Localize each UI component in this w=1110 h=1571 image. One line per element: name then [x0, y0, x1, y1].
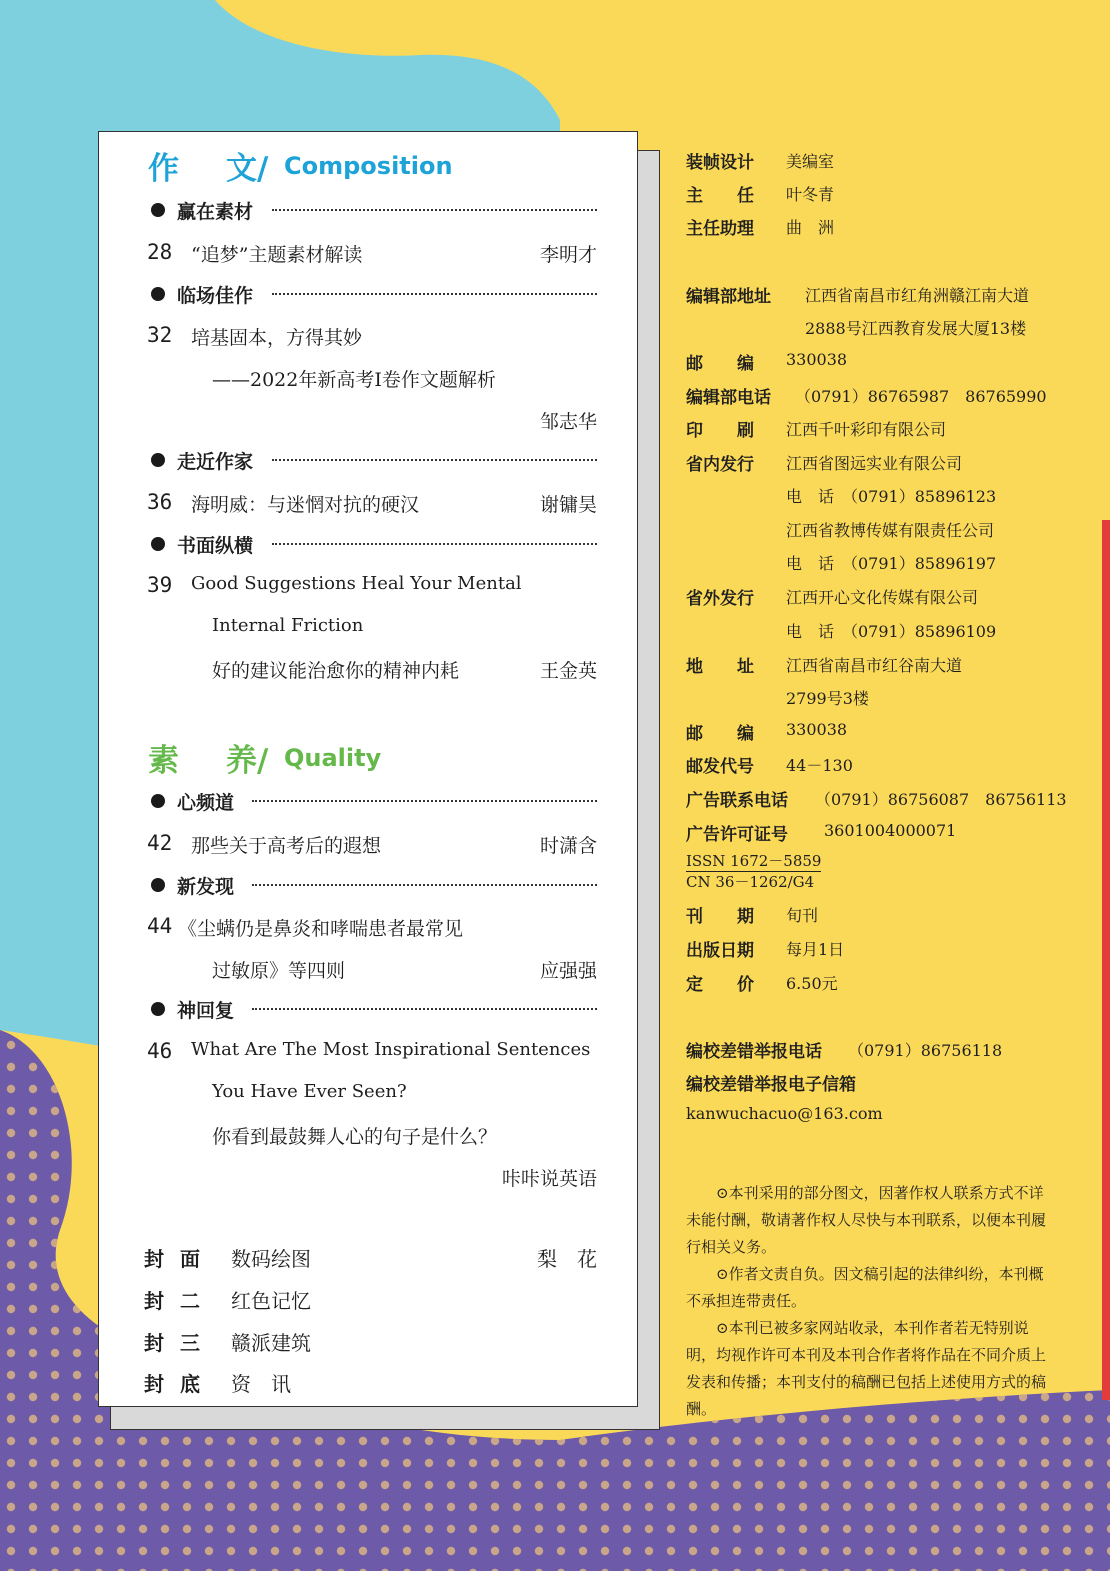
toc-entry-author: 应强强 — [539, 960, 597, 982]
masthead-print-value: 江西千叶彩印有限公司 — [786, 420, 947, 439]
masthead-postcode-value: 44－130 — [786, 756, 853, 775]
masthead-design-value: 美编室 — [786, 152, 835, 171]
cover-value: 数码绘图 — [231, 1247, 311, 1271]
masthead-addr2-key: 地 址 — [686, 657, 754, 677]
notice-paragraph: ⊙本刊采用的部分图文，因著作权人联系方式不详未能付酬，敬请著作权人尽快与本刊联系，以便本刊履行相关义务。 — [686, 1184, 1047, 1256]
masthead-addr2-value-line2: 2799号3楼 — [786, 689, 869, 708]
masthead-tel-key: 编辑部电话 — [686, 388, 771, 408]
issn-block — [686, 851, 821, 892]
masthead-design-key: 装帧设计 — [686, 153, 754, 173]
toc-entry-title[interactable]: 《尘螨仍是鼻炎和哮喘患者最常见 — [178, 918, 464, 940]
masthead-director-key: 主 任 — [686, 186, 754, 206]
toc-page-number: 46 — [147, 1039, 173, 1063]
toc-entry-title-line3: 好的建议能治愈你的精神内耗 — [212, 660, 460, 682]
copyright-notice — [686, 1180, 1046, 1423]
toc-entry-title-line2: You Have Ever Seen? — [212, 1081, 407, 1102]
toc-entry-title[interactable]: Good Suggestions Heal Your Mental — [191, 573, 522, 594]
section-composition-cn-a: 作 — [148, 151, 179, 187]
report-mail-value[interactable]: kanwuchacuo@163.com — [686, 1104, 883, 1123]
section-quality-cn-b: 养/ — [226, 743, 269, 779]
report-tel-value: （0791）86756118 — [848, 1041, 1003, 1060]
masthead-dist-in-tel2: 电 话 （0791）85896197 — [786, 554, 997, 573]
masthead-address-key: 编辑部地址 — [686, 287, 771, 307]
masthead-price-value: 6.50元 — [786, 974, 838, 993]
masthead-assistant-value: 曲 洲 — [786, 218, 835, 237]
category-label: 神回复 — [177, 1000, 235, 1022]
dotted-leader — [252, 800, 597, 802]
category-bullet — [151, 1002, 165, 1016]
category-bullet — [151, 453, 165, 467]
cover-key: 封面 — [144, 1247, 216, 1271]
toc-entry-title[interactable]: What Are The Most Inspirational Sentences — [191, 1039, 591, 1060]
cover-key: 封二 — [144, 1289, 216, 1313]
cover-value: 红色记忆 — [231, 1289, 311, 1313]
masthead-director-value: 叶冬青 — [786, 185, 835, 204]
toc-entry-title[interactable]: 海明威：与迷惘对抗的硬汉 — [191, 494, 420, 516]
notice-paragraph: ⊙作者文责自负。因文稿引起的法律纠纷，本刊概不承担连带责任。 — [686, 1265, 1044, 1310]
cover-key: 封底 — [144, 1372, 216, 1396]
toc-entry-author: 谢镛昊 — [539, 494, 597, 516]
masthead-tel-value: （0791）86765987 86765990 — [795, 387, 1047, 406]
toc-entry-title-line2: 过敏原》等四则 — [212, 960, 346, 982]
toc-entry-author: 时潇含 — [539, 835, 597, 857]
toc-page-number: 44 — [147, 914, 173, 938]
masthead-date-value: 每月1日 — [786, 940, 845, 959]
category-label: 新发现 — [177, 876, 235, 898]
section-quality-cn-a: 素 — [148, 743, 179, 779]
section-composition-en: Composition — [284, 152, 453, 180]
cover-value: 赣派建筑 — [231, 1331, 311, 1355]
dotted-leader — [272, 459, 597, 461]
masthead-dist-in-value2: 江西省教博传媒有限责任公司 — [786, 521, 995, 540]
section-quality-en: Quality — [284, 744, 382, 772]
dotted-leader — [272, 209, 597, 211]
masthead-period-key: 刊 期 — [686, 907, 754, 927]
category-bullet — [151, 794, 165, 808]
toc-entry-author: 邹志华 — [539, 411, 597, 433]
masthead-dist-out-key: 省外发行 — [686, 589, 754, 609]
toc-entry-author: 李明才 — [539, 244, 597, 266]
masthead-dist-in-value: 江西省图远实业有限公司 — [786, 454, 963, 473]
category-label: 书面纵横 — [177, 535, 254, 557]
masthead-license-value: 3601004000071 — [824, 821, 957, 840]
toc-entry-title[interactable]: 培基固本，方得其妙 — [191, 327, 363, 349]
masthead-zip-key: 邮 编 — [686, 354, 754, 374]
report-tel-key: 编校差错举报电话 — [686, 1042, 822, 1062]
masthead-dist-out-value: 江西开心文化传媒有限公司 — [786, 588, 979, 607]
category-bullet — [151, 287, 165, 301]
masthead-ad-key: 广告联系电话 — [686, 791, 788, 811]
masthead-address-value-line2: 2888号江西教育发展大厦13楼 — [805, 319, 1027, 338]
toc-page-number: 36 — [147, 490, 173, 514]
category-label: 临场佳作 — [177, 285, 254, 307]
masthead-period-value: 旬刊 — [786, 906, 819, 925]
category-label: 赢在素材 — [177, 201, 254, 223]
category-bullet — [151, 203, 165, 217]
masthead-ad-value: （0791）86756087 86756113 — [815, 790, 1067, 809]
cover-value: 资 讯 — [231, 1372, 291, 1396]
toc-entry-title[interactable]: “追梦”主题素材解读 — [191, 244, 363, 266]
masthead-zip2-value: 330038 — [786, 720, 848, 739]
masthead-dist-out-tel: 电 话 （0791）85896109 — [786, 622, 997, 641]
masthead-addr2-value: 江西省南昌市红谷南大道 — [786, 656, 963, 675]
category-label: 走近作家 — [177, 451, 254, 473]
masthead-license-key: 广告许可证号 — [686, 825, 788, 845]
category-bullet — [151, 537, 165, 551]
dotted-leader — [272, 293, 597, 295]
notice-paragraph: ⊙本刊已被多家网站收录，本刊作者若无特别说明，均视作许可本刊及本刊合作者将作品在不同介质上发表和传播；本刊支付的稿酬已包括上述使用方式的稿酬。 — [686, 1319, 1047, 1418]
toc-entry-title-line2: Internal Friction — [212, 615, 364, 636]
toc-page-number: 39 — [147, 573, 173, 597]
toc-entry-author: 王金英 — [539, 660, 597, 682]
issn-number: ISSN 1672－5859 — [686, 852, 822, 870]
category-label: 心频道 — [177, 792, 235, 814]
masthead-postcode-key: 邮发代号 — [686, 757, 754, 777]
right-edge-stripe — [1102, 520, 1110, 1400]
masthead-date-key: 出版日期 — [686, 941, 754, 961]
masthead-assistant-key: 主任助理 — [686, 219, 754, 239]
masthead-dist-in-key: 省内发行 — [686, 455, 754, 475]
dotted-leader — [272, 543, 597, 545]
toc-page-number: 32 — [147, 323, 173, 347]
masthead-price-key: 定 价 — [686, 975, 754, 995]
toc-page-number: 42 — [147, 831, 173, 855]
masthead-zip-value: 330038 — [786, 350, 848, 369]
masthead-print-key: 印 刷 — [686, 421, 754, 441]
toc-page-number: 28 — [147, 240, 173, 264]
toc-entry-author: 咔咔说英语 — [501, 1168, 597, 1190]
masthead-dist-in-tel: 电 话 （0791）85896123 — [786, 487, 997, 506]
report-mail-key: 编校差错举报电子信箱 — [686, 1075, 856, 1095]
masthead-zip2-key: 邮 编 — [686, 724, 754, 744]
cover-author: 梨 花 — [537, 1247, 597, 1271]
dotted-leader — [252, 884, 597, 886]
masthead-address-value: 江西省南昌市红角洲赣江南大道 — [805, 286, 1030, 305]
toc-entry-title-line3: 你看到最鼓舞人心的句子是什么？ — [212, 1126, 498, 1148]
toc-entry-title[interactable]: 那些关于高考后的遐想 — [191, 835, 382, 857]
cn-number: CN 36－1262/G4 — [686, 873, 815, 891]
section-composition-cn-b: 文/ — [226, 151, 269, 187]
category-bullet — [151, 878, 165, 892]
cover-key: 封三 — [144, 1331, 216, 1355]
dotted-leader — [252, 1008, 597, 1010]
toc-entry-subtitle: ——2022年新高考Ⅰ卷作文题解析 — [212, 369, 496, 391]
